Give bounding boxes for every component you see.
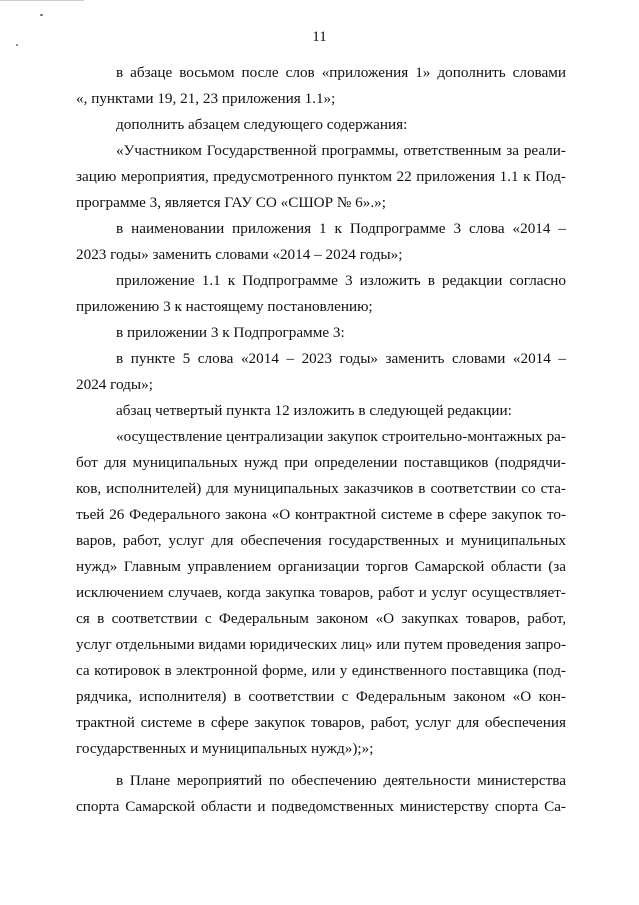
text-line: 2023 годы» заменить словами «2014 – 2024 годы»;	[76, 246, 403, 263]
text-line: в абзаце восьмом после слов «приложения 1» дополнить словами	[116, 64, 566, 81]
text-line: в Плане мероприятий по обеспечению деятельности министерства	[116, 772, 566, 789]
text-line: са котировок в электронной форме, или у единственного поставщика (под-	[76, 662, 566, 679]
text-line: абзац четвертый пункта 12 изложить в следующей редакции:	[116, 402, 512, 419]
text-line: приложение 1.1 к Подпрограмме 3 изложить в редакции согласно	[116, 272, 566, 289]
document-body	[76, 60, 566, 820]
text-line: «Участником Государственной программы, ответственным за реали-	[116, 142, 566, 159]
text-line: в пункте 5 слова «2014 – 2023 годы» заменить словами «2014 –	[116, 350, 566, 367]
text-line: трактной системе в сфере закупок товаров, работ, услуг для обеспечения	[76, 714, 566, 731]
text-line: тьей 26 Федерального закона «О контрактной системе в сфере закупок то-	[76, 506, 566, 523]
text-line: в приложении 3 к Подпрограмме 3:	[116, 324, 345, 341]
text-line: ков, исполнителей) для муниципальных заказчиков в соответствии со ста-	[76, 480, 566, 497]
text-line: «осуществление централизации закупок строительно-монтажных ра-	[116, 428, 566, 445]
text-line: приложению 3 к настоящему постановлению;	[76, 298, 373, 315]
text-line: в наименовании приложения 1 к Подпрограмме 3 слова «2014 –	[116, 220, 566, 237]
scan-speck	[40, 14, 43, 16]
text-line: государственных и муниципальных нужд»);»;	[76, 740, 374, 757]
text-line: нужд» Главным управлением организации торгов Самарской области (за	[76, 558, 566, 575]
text-line: услуг отдельными видами юридических лиц» или путем проведения запро-	[76, 636, 566, 653]
text-line: программе 3, является ГАУ СО «СШОР № 6».»;	[76, 194, 386, 211]
text-line: варов, работ, услуг для обеспечения государственных и муниципальных	[76, 532, 566, 549]
text-line: рядчика, исполнителя) в соответствии с Федеральным законом «О кон-	[76, 688, 566, 705]
text-line: «, пунктами 19, 21, 23 приложения 1.1»;	[76, 90, 336, 107]
text-line: дополнить абзацем следующего содержания:	[116, 116, 408, 133]
text-line: зацию мероприятия, предусмотренного пунктом 22 приложения 1.1 к Под-	[76, 168, 566, 185]
page-number: 11	[312, 29, 327, 45]
text-line: исключением случаев, когда закупка товаров, работ и услуг осуществляет-	[76, 584, 566, 601]
text-line: бот для муниципальных нужд при определении поставщиков (подрядчи-	[76, 454, 566, 471]
text-line: спорта Самарской области и подведомственных министерству спорта Са-	[76, 798, 566, 815]
text-line: ся в соответствии с Федеральным законом «О закупках товаров, работ,	[76, 610, 566, 627]
scan-edge-line	[0, 0, 84, 1]
text-line: 2024 годы»;	[76, 376, 153, 393]
